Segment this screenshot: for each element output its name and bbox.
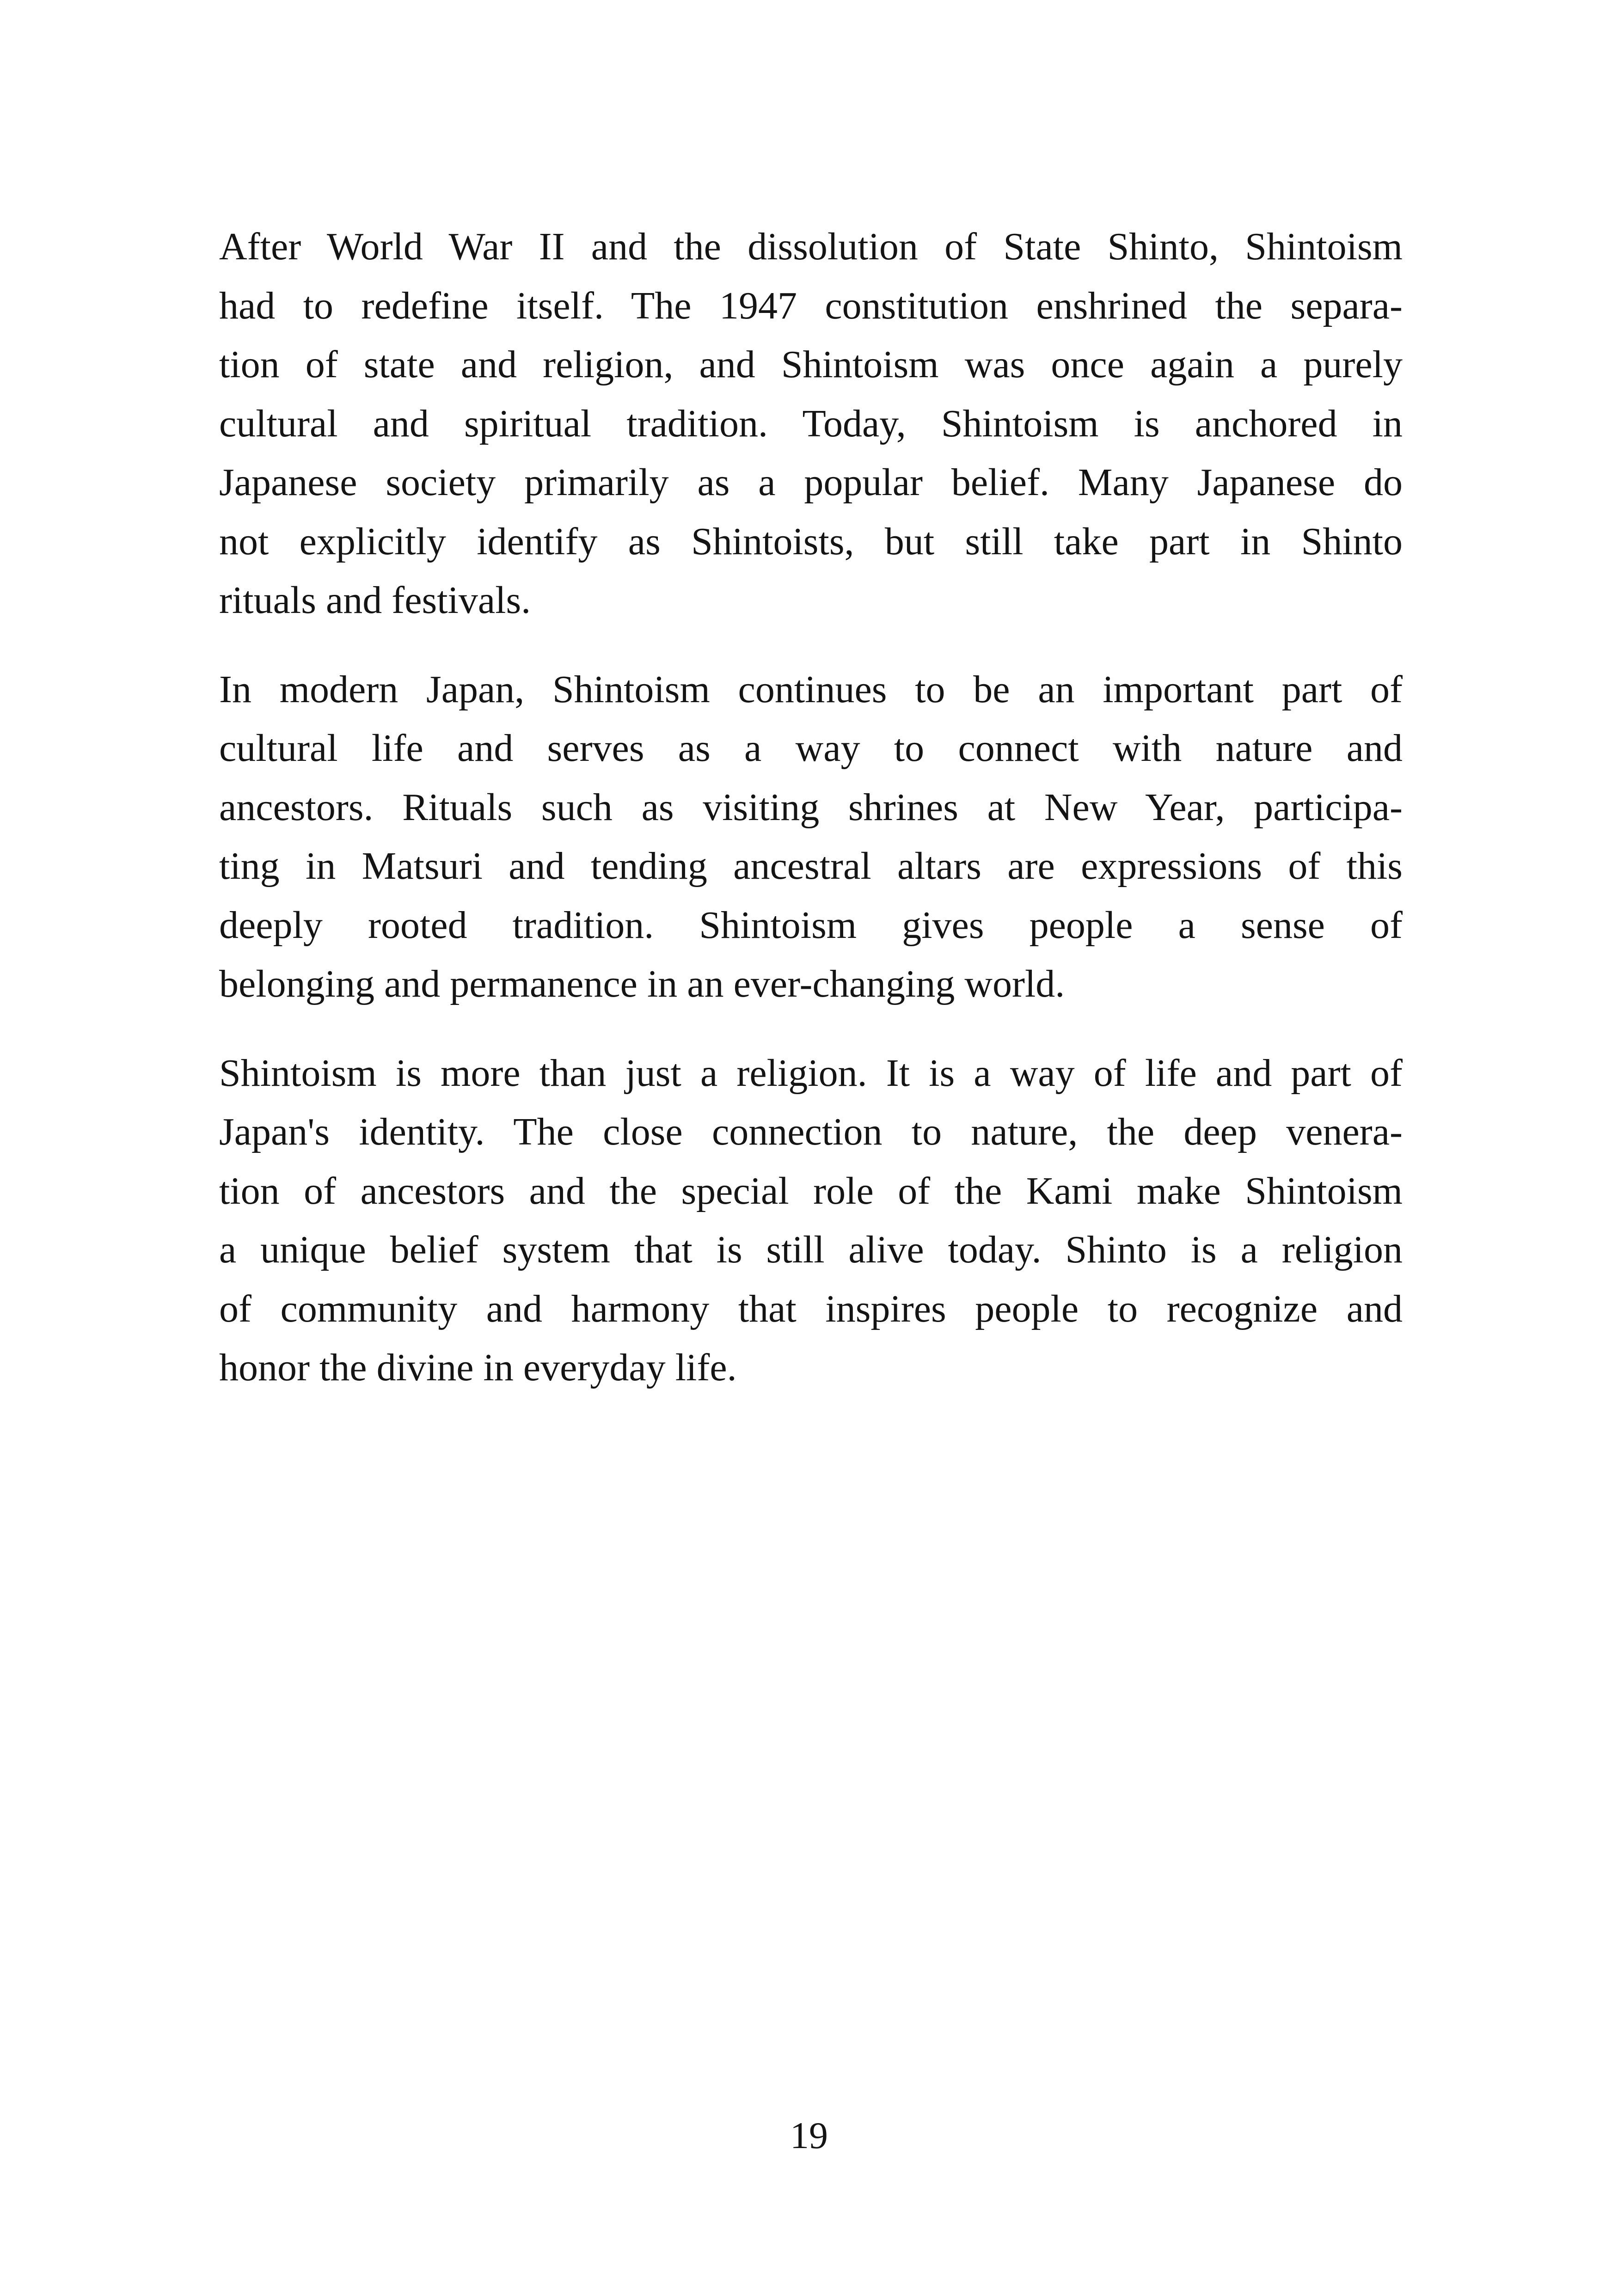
text-line: cultural life and serves as a way to connect with nature and bbox=[219, 727, 1403, 770]
text-line: ting in Matsuri and tending ancestral altars are expressions of this bbox=[219, 845, 1403, 888]
paragraph-2 bbox=[219, 660, 1403, 1014]
text-line: rituals and festivals. bbox=[219, 579, 531, 622]
text-line: ancestors. Rituals such as visiting shrines at New Year, participa- bbox=[219, 785, 1403, 829]
text-line: deeply rooted tradition. Shintoism gives people a sense of bbox=[219, 903, 1403, 947]
text-line: not explicitly identify as Shintoists, but still take part in Shinto bbox=[219, 520, 1403, 563]
text-line: cultural and spiritual tradition. Today, Shintoism is anchored in bbox=[219, 402, 1403, 445]
text-line: a unique belief system that is still alive today. Shinto is a religion bbox=[219, 1228, 1403, 1271]
text-line: tion of ancestors and the special role of the Kami make Shintoism bbox=[219, 1169, 1403, 1212]
text-line: After World War II and the dissolution of State Shinto, Shintoism bbox=[219, 225, 1403, 268]
text-line: Shintoism is more than just a religion. It is a way of life and part of bbox=[219, 1051, 1403, 1095]
text-line: In modern Japan, Shintoism continues to be an important part of bbox=[219, 667, 1403, 711]
text-line: tion of state and religion, and Shintoism was once again a purely bbox=[219, 343, 1403, 386]
text-line: honor the divine in everyday life. bbox=[219, 1346, 737, 1389]
text-line: belonging and permanence in an ever-changing world. bbox=[219, 962, 1065, 1005]
page-number: 19 bbox=[790, 2114, 828, 2156]
text-line: of community and harmony that inspires people to recognize and bbox=[219, 1287, 1403, 1330]
paragraph-1 bbox=[219, 217, 1403, 630]
text-line: Japanese society primarily as a popular belief. Many Japanese do bbox=[219, 461, 1403, 504]
body-text bbox=[219, 217, 1403, 1427]
paragraph-3 bbox=[219, 1044, 1403, 1397]
text-line: Japan's identity. The close connection to nature, the deep venera- bbox=[219, 1110, 1403, 1153]
text-line: had to redefine itself. The 1947 constitution enshrined the separa- bbox=[219, 284, 1403, 327]
